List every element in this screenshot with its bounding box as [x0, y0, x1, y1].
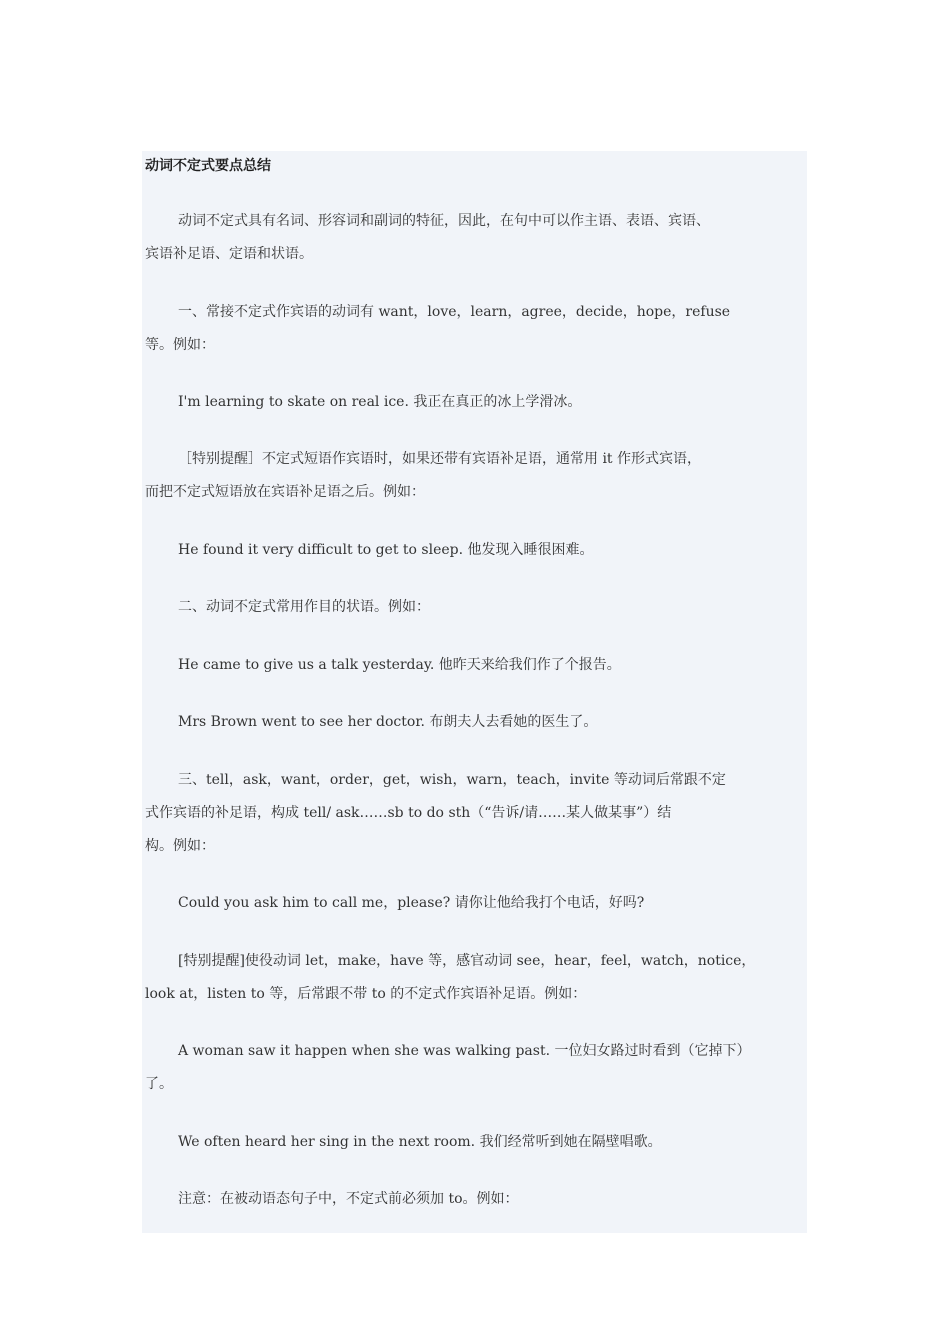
example-sentence — [145, 386, 805, 419]
paragraph-line: 一、常接不定式作宾语的动词有 want，love，learn，agree，decide，hope，refuse — [178, 304, 731, 320]
paragraph-line: 构。例如： — [145, 838, 215, 854]
paragraph — [145, 443, 805, 509]
paragraph — [145, 205, 805, 271]
paragraph — [145, 296, 805, 362]
paragraph-line: 而把不定式短语放在宾语补足语之后。例如： — [145, 484, 425, 500]
paragraph-line: 动词不定式具有名词、形容词和副词的特征，因此，在句中可以作主语、表语、宾语、 — [178, 213, 710, 229]
paragraph-line: 了。 — [145, 1076, 173, 1092]
paragraph-line: 注意：在被动语态句子中，不定式前必须加 to。例如： — [178, 1191, 519, 1207]
example-sentence — [145, 649, 805, 682]
paragraph-line: [特别提醒]使役动词 let，make，have 等，感官动词 see，hear，feel，watch，notice， — [178, 953, 756, 969]
paragraph-line: ［特别提醒］不定式短语作宾语时，如果还带有宾语补足语，通常用 it 作形式宾语， — [178, 451, 702, 467]
paragraph-line: 三、tell，ask，want，order，get，wish，warn，teach，invite 等动词后常跟不定 — [178, 772, 726, 788]
paragraph-line: I'm learning to skate on real ice. 我正在真正的冰上学滑冰。 — [178, 394, 582, 410]
paragraph-line: 二、动词不定式常用作目的状语。例如： — [178, 599, 430, 615]
paragraph-line: Mrs Brown went to see her doctor. 布朗夫人去看她的医生了。 — [178, 714, 598, 730]
paragraph-line: 等。例如： — [145, 337, 215, 353]
example-sentence — [145, 1035, 805, 1101]
paragraph — [145, 1183, 805, 1216]
paragraph-line: He came to give us a talk yesterday. 他昨天来给我们作了个报告。 — [178, 657, 621, 673]
paragraph-line: He found it very difficult to get to sleep. 他发现入睡很困难。 — [178, 542, 594, 558]
paragraph-line: A woman saw it happen when she was walking past. 一位妇女路过时看到（它掉下） — [178, 1043, 751, 1059]
example-sentence — [145, 706, 805, 739]
paragraph — [145, 764, 805, 863]
document-title: 动词不定式要点总结 — [145, 158, 271, 174]
example-sentence — [145, 1126, 805, 1159]
paragraph — [145, 591, 805, 624]
paragraph-line: 宾语补足语、定语和状语。 — [145, 246, 313, 262]
paragraph-line: 式作宾语的补足语，构成 tell/ ask……sb to do sth（“告诉/请……某人做某事”）结 — [145, 805, 672, 821]
paragraph-line: Could you ask him to call me，please? 请你让他给我打个电话，好吗? — [178, 895, 645, 911]
paragraph-line: We often heard her sing in the next room. 我们经常听到她在隔壁唱歌。 — [178, 1134, 662, 1150]
paragraph-line: look at，listen to 等，后常跟不带 to 的不定式作宾语补足语。例如： — [145, 986, 587, 1002]
example-sentence — [145, 534, 805, 567]
example-sentence — [145, 887, 805, 920]
paragraph — [145, 945, 805, 1011]
